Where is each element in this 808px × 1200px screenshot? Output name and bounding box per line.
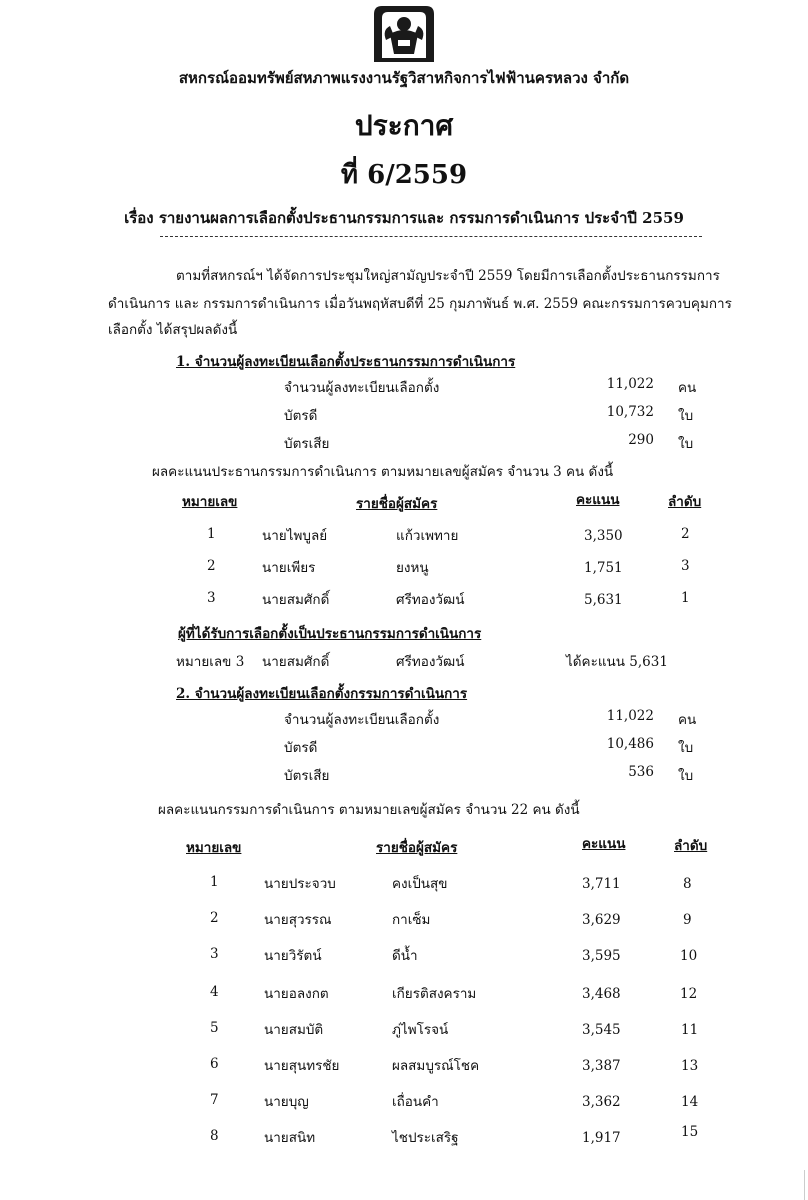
section-2-heading: 2. จำนวนผู้ลงทะเบียนเลือกตั้งกรรมการดำเนินการ	[176, 686, 468, 702]
s2-row-4-last: เกียรติสงคราม	[392, 986, 477, 1002]
s2-row-4-first: นายอลงกต	[264, 986, 329, 1002]
s2-row-3-score: 3,595	[582, 948, 621, 964]
s2-row-6-last: ผลสมบูรณ์โชค	[392, 1058, 480, 1074]
announcement-number: ที่ 6/2559	[340, 160, 468, 190]
s2-row-7-first: นายบุญ	[264, 1094, 309, 1110]
s2-row-3-first: นายวิรัตน์	[264, 948, 322, 964]
s2-row-2-last: กาเซ็ม	[392, 912, 431, 928]
s1-row-1-score: 3,350	[584, 528, 623, 544]
s1-winner-first: นายสมศักดิ์	[262, 654, 330, 670]
s1-summary: ผลคะแนนประธานกรรมการดำเนินการ ตามหมายเลขผู้สมัคร จำนวน 3 คน ดังนี้	[152, 464, 614, 480]
dashed-divider	[160, 236, 702, 237]
s2-row-6-first: นายสุนทรชัย	[264, 1058, 340, 1074]
announcement-title: ประกาศ	[354, 109, 454, 142]
s2-row-2-no: 2	[210, 910, 219, 926]
s2-row-3-rank: 10	[680, 948, 698, 964]
s1-row-3-no: 3	[207, 590, 216, 606]
s1-row-2-first: นายเพียร	[262, 560, 316, 576]
s2-row-2-first: นายสุวรรณ	[264, 912, 332, 928]
s2-registered-value: 11,022	[606, 708, 654, 724]
s2-good-ballots-value: 10,486	[606, 736, 654, 752]
s1-registered-unit: คน	[678, 380, 697, 396]
s2-row-1-rank: 8	[683, 876, 692, 892]
s1-winner-score: ได้คะแนน 5,631	[566, 654, 668, 670]
s1-winner-last: ศรีทองวัฒน์	[396, 654, 465, 670]
s1-row-3-first: นายสมศักดิ์	[262, 592, 330, 608]
s1-row-1-no: 1	[207, 526, 216, 542]
s2-row-3-last: ดีน้ำ	[392, 948, 418, 964]
s2-col-name: รายชื่อผู้สมัคร	[376, 840, 458, 856]
s2-col-rank: ลำดับ	[674, 838, 708, 854]
s2-row-7-no: 7	[210, 1092, 219, 1108]
s2-row-7-rank: 14	[681, 1094, 699, 1110]
s2-row-4-score: 3,468	[582, 986, 621, 1002]
section-1-heading: 1. จำนวนผู้ลงทะเบียนเลือกตั้งประธานกรรมการดำเนินการ	[176, 354, 516, 370]
s1-winner-number: หมายเลข 3	[176, 654, 245, 670]
s2-bad-ballots-unit: ใบ	[678, 768, 694, 784]
s2-row-5-score: 3,545	[582, 1022, 621, 1038]
s1-registered-label: จำนวนผู้ลงทะเบียนเลือกตั้ง	[284, 380, 440, 396]
intro-line-2: ดำเนินการ และ กรรมการดำเนินการ เมื่อวันพฤหัสบดีที่ 25 กุมภาพันธ์ พ.ศ. 2559 คณะกรรมการควบคุมการ	[108, 296, 732, 312]
s2-row-3-no: 3	[210, 946, 219, 962]
s1-bad-ballots-value: 290	[628, 432, 654, 448]
s1-bad-ballots-unit: ใบ	[678, 436, 694, 452]
s2-row-8-no: 8	[210, 1128, 219, 1144]
s2-row-6-no: 6	[210, 1056, 219, 1072]
s2-row-5-rank: 11	[681, 1022, 699, 1038]
s1-row-3-rank: 1	[681, 590, 690, 606]
s1-row-1-rank: 2	[681, 526, 690, 542]
s2-good-ballots-label: บัตรดี	[284, 740, 318, 756]
s1-bad-ballots-label: บัตรเสีย	[284, 436, 330, 452]
s1-row-1-last: แก้วเพทาย	[396, 528, 459, 544]
cooperative-logo	[368, 4, 440, 64]
s1-col-score: คะแนน	[576, 492, 620, 508]
intro-line-1: ตามที่สหกรณ์ฯ ได้จัดการประชุมใหญ่สามัญประจำปี 2559 โดยมีการเลือกตั้งประธานกรรมการ	[176, 268, 720, 284]
s2-row-2-score: 3,629	[582, 912, 621, 928]
s2-row-4-no: 4	[210, 984, 219, 1000]
s2-col-score: คะแนน	[582, 836, 626, 852]
announcement-subject: เรื่อง รายงานผลการเลือกตั้งประธานกรรมการและ กรรมการดำเนินการ ประจำปี 2559	[124, 209, 684, 227]
s2-row-8-score: 1,917	[582, 1130, 621, 1146]
organization-name: สหกรณ์ออมทรัพย์สหภาพแรงงานรัฐวิสาหกิจการไฟฟ้านครหลวง จำกัด	[178, 69, 630, 87]
s2-row-1-no: 1	[210, 874, 219, 890]
s1-row-3-last: ศรีทองวัฒน์	[396, 592, 465, 608]
s2-row-8-rank: 15	[681, 1124, 699, 1140]
s2-row-2-rank: 9	[683, 912, 692, 928]
s2-registered-unit: คน	[678, 712, 697, 728]
s2-good-ballots-unit: ใบ	[678, 740, 694, 756]
s1-row-2-last: ยงหนู	[396, 560, 429, 576]
s2-row-1-last: คงเป็นสุข	[392, 876, 448, 892]
s1-row-2-score: 1,751	[584, 560, 623, 576]
s2-row-5-first: นายสมบัติ	[264, 1022, 324, 1038]
s1-row-1-first: นายไพบูลย์	[262, 528, 328, 544]
s2-row-6-rank: 13	[681, 1058, 699, 1074]
s1-col-number: หมายเลข	[182, 494, 238, 510]
s1-col-rank: ลำดับ	[668, 494, 702, 510]
s2-col-number: หมายเลข	[186, 840, 242, 856]
s1-row-2-no: 2	[207, 558, 216, 574]
s1-col-name: รายชื่อผู้สมัคร	[356, 496, 438, 512]
s2-registered-label: จำนวนผู้ลงทะเบียนเลือกตั้ง	[284, 712, 440, 728]
s2-row-4-rank: 12	[680, 986, 698, 1002]
s1-row-2-rank: 3	[681, 558, 690, 574]
s2-bad-ballots-label: บัตรเสีย	[284, 768, 330, 784]
s2-row-8-first: นายสนิท	[264, 1130, 316, 1146]
s1-good-ballots-value: 10,732	[606, 404, 654, 420]
s1-row-3-score: 5,631	[584, 592, 623, 608]
s2-row-8-last: ไชประเสริฐ	[392, 1130, 459, 1146]
s1-winner-heading: ผู้ที่ได้รับการเลือกตั้งเป็นประธานกรรมการดำเนินการ	[178, 626, 482, 642]
s2-row-5-last: ภู่ไพโรจน์	[392, 1022, 449, 1038]
s2-summary: ผลคะแนนกรรมการดำเนินการ ตามหมายเลขผู้สมัคร จำนวน 22 คน ดังนี้	[158, 802, 580, 818]
s1-good-ballots-unit: ใบ	[678, 408, 694, 424]
s2-row-6-score: 3,387	[582, 1058, 621, 1074]
s1-good-ballots-label: บัตรดี	[284, 408, 318, 424]
s2-row-7-score: 3,362	[582, 1094, 621, 1110]
s2-bad-ballots-value: 536	[628, 764, 654, 780]
s1-registered-value: 11,022	[606, 376, 654, 392]
scan-edge-mark	[804, 1170, 805, 1200]
s2-row-1-first: นายประจวบ	[264, 876, 336, 892]
s2-row-7-last: เถื่อนคำ	[392, 1094, 439, 1110]
intro-line-3: เลือกตั้ง ได้สรุปผลดังนี้	[108, 322, 238, 338]
s2-row-5-no: 5	[210, 1020, 219, 1036]
s2-row-1-score: 3,711	[582, 876, 621, 892]
